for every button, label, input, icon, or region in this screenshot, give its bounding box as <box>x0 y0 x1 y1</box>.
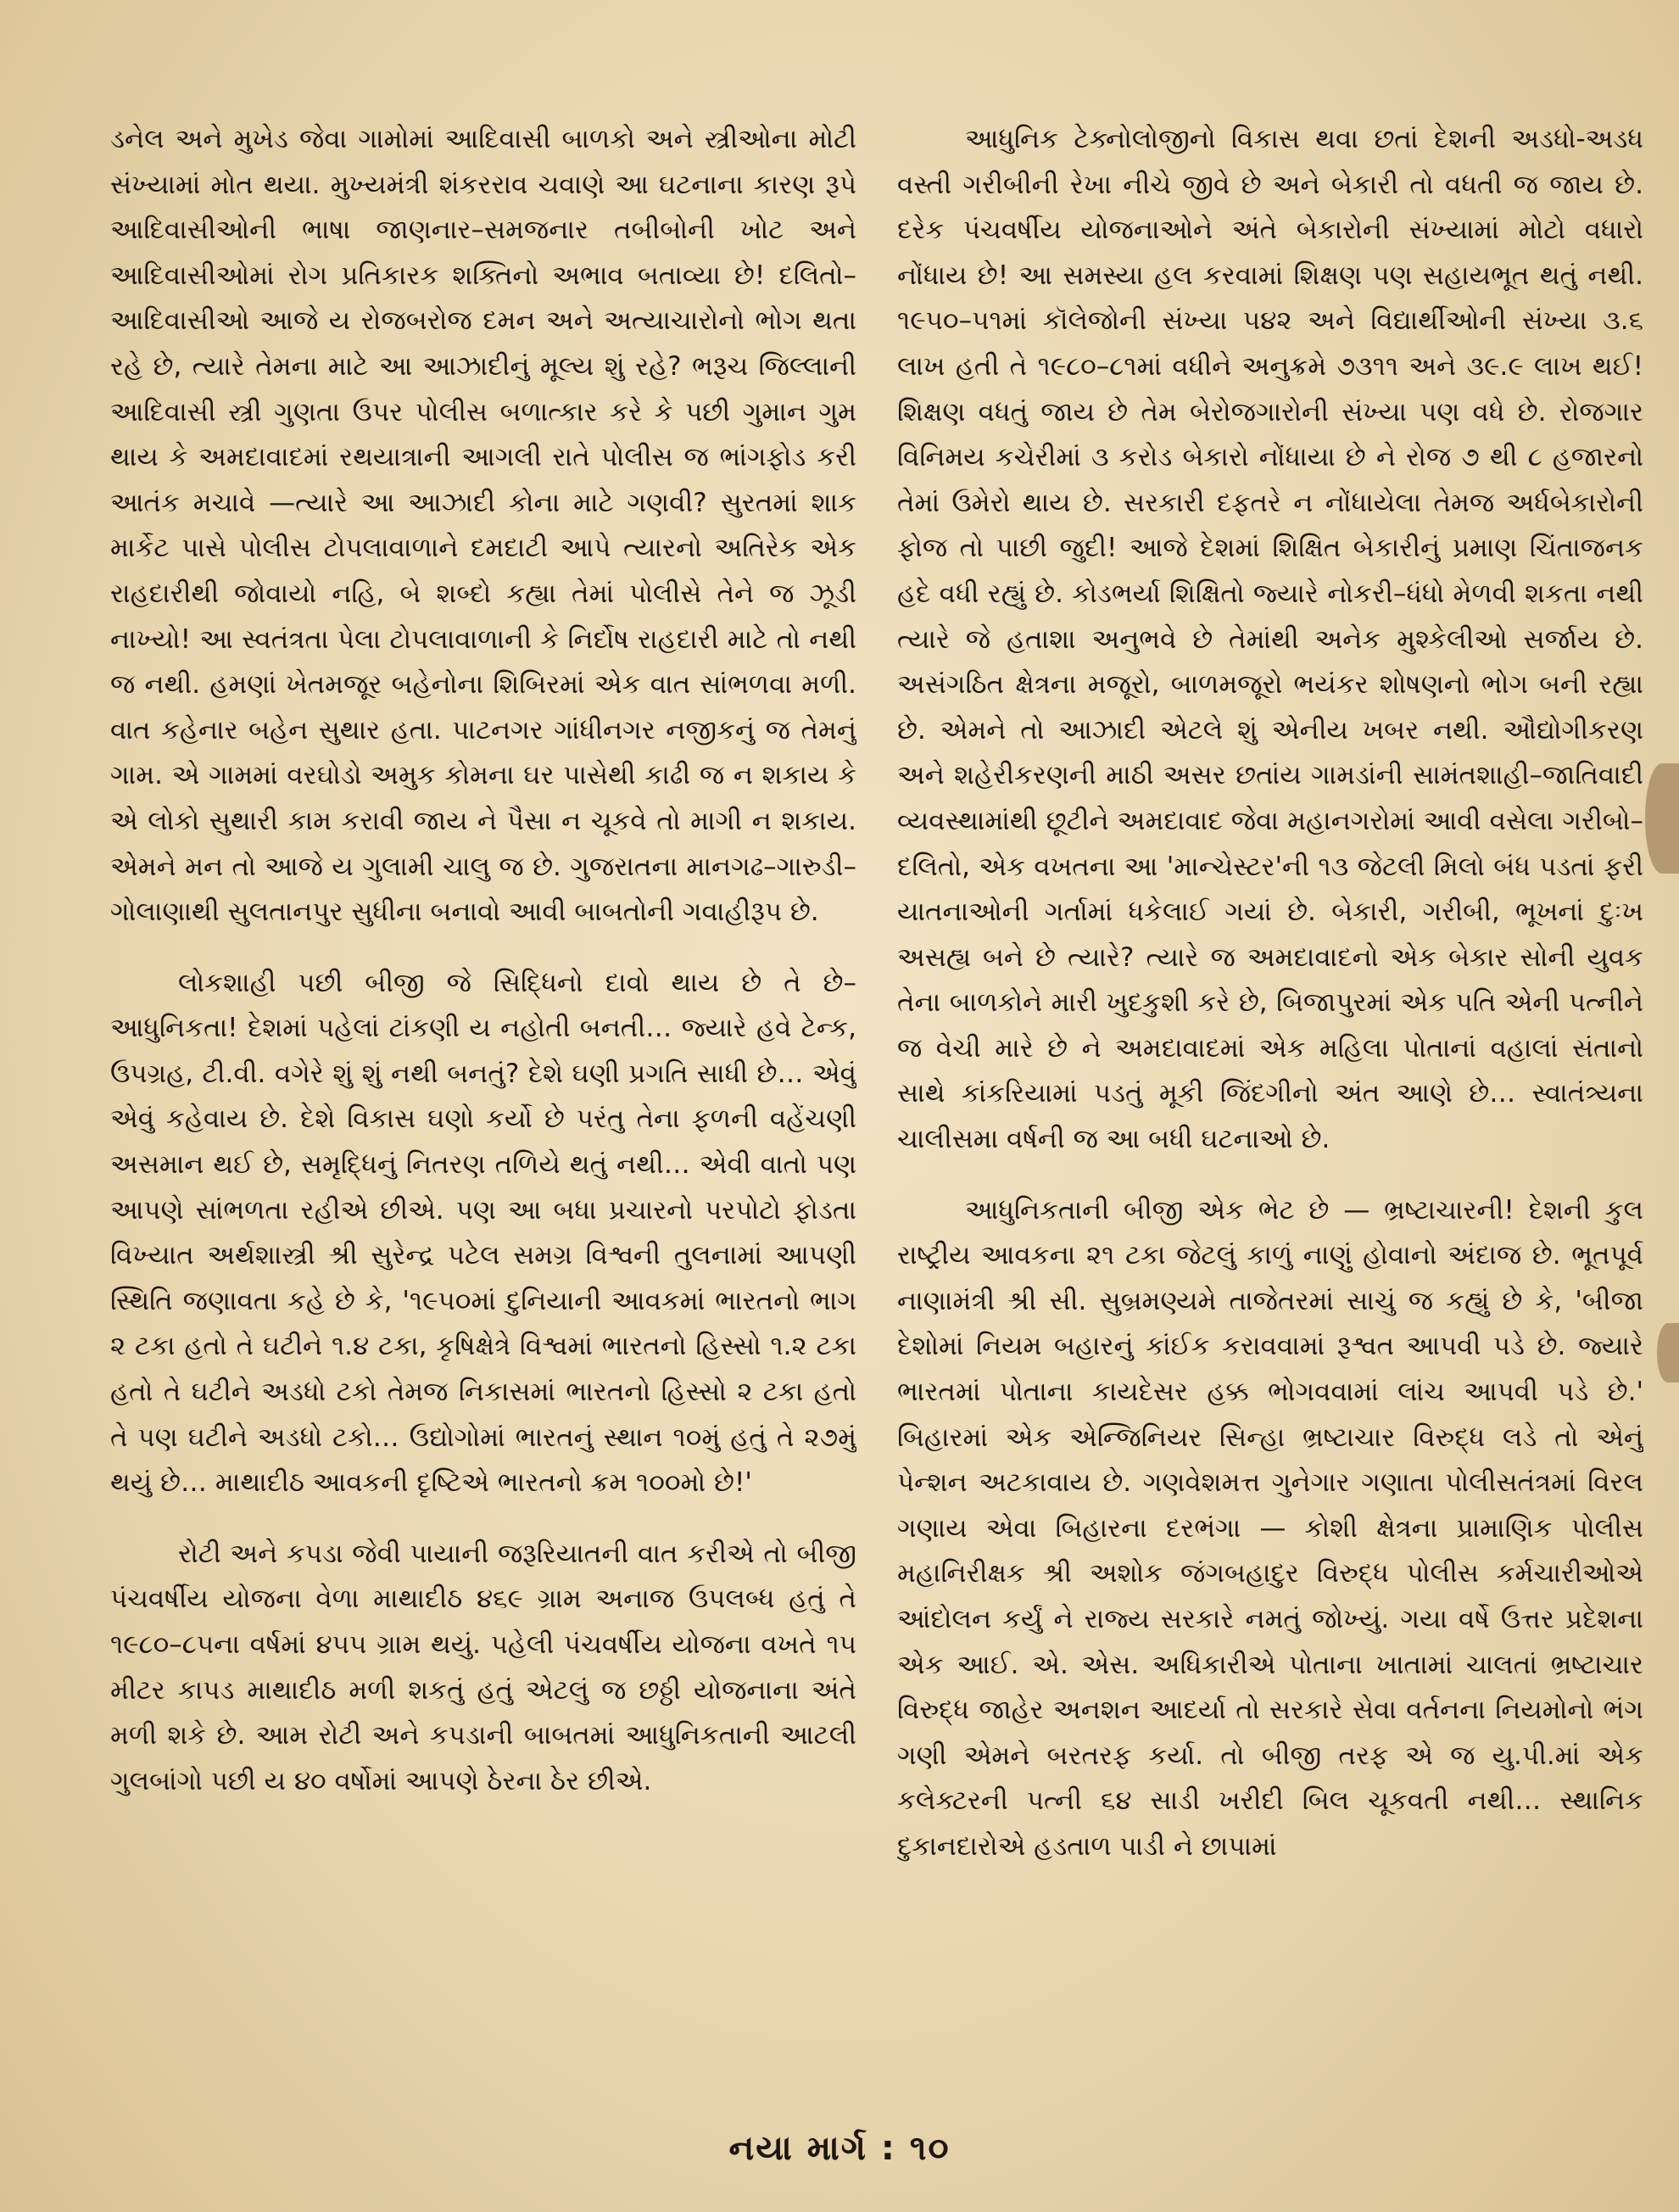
left-paragraph-3: રોટી અને કપડા જેવી પાયાની જરૂરિયાતની વાત કરીએ તો બીજી પંચવર્ષીય યોજના વેળા માથાદીઠ ૪૬૯ ગ્રામ અનાજ ઉપલબ્ધ હતું તે ૧૯૮૦–૮૫ના વર્ષમાં ૪૫૫ ગ્રામ થયું. પહેલી પંચવર્ષીય યોજના વખતે ૧૫ મીટર કાપડ માથાદીઠ મળી શકતું હતું એટલું જ છઠ્ઠી યોજનાના અંતે મળી શકે છે. આમ રોટી અને કપડાની બાબતમાં આધુનિકતાની આટલી ગુલબાંગો પછી ય ૪૦ વર્ષોમાં આપણે ઠેરના ઠેર છીએ. <box>110 1538 856 1796</box>
right-column <box>897 117 1643 2059</box>
right-paragraph-2: આધુનિકતાની બીજી એક ભેટ છે — ભ્રષ્ટાચારની! દેશની કુલ રાષ્ટ્રીય આવકના ૨૧ ટકા જેટલું કાળું નાણું હોવાનો અંદાજ છે. ભૂતપૂર્વ નાણામંત્રી શ્રી સી. સુબ્રમણ્યમે તાજેતરમાં સાચું જ કહ્યું છે કે, 'બીજા દેશોમાં નિયમ બહારનું કાંઈક કરાવવામાં રૂશ્વત આપવી પડે છે. જ્યારે ભારતમાં પોતાના કાયદેસર હક્ક ભોગવવામાં લાંચ આપવી પડે છે.' બિહારમાં એક એન્જિનિયર સિન્હા ભ્રષ્ટાચાર વિરુદ્ધ લડે તો એનું પેન્શન અટકાવાય છે. ગણવેશમત્ત ગુનેગાર ગણાતા પોલીસતંત્રમાં વિરલ ગણાય એવા બિહારના દરભંગા — કોશી ક્ષેત્રના પ્રામાણિક પોલીસ મહાનિરીક્ષક શ્રી અશોક જંગબહાદુર વિરુદ્ધ પોલીસ કર્મચારીઓએ આંદોલન કર્યું ને રાજ્ય સરકારે નમતું જોખ્યું. ગયા વર્ષે ઉત્તર પ્રદેશના એક આઈ. એ. એસ. અધિકારીએ પોતાના ખાતામાં ચાલતાં ભ્રષ્ટાચાર વિરુદ્ધ જાહેર અનશન આદર્યા તો સરકારે સેવા વર્તનના નિયમોનો ભંગ ગણી એમને બરતરફ કર્યા. તો બીજી તરફ એ જ યુ.પી.માં એક કલેક્ટરની પત્ની ૬૪ સાડી ખરીદી બિલ ચૂકવતી નથી… સ્થાનિક દુકાનદારોએ હડતાળ પાડી ને છાપામાં <box>897 1194 1643 1862</box>
left-paragraph-1: ડનેલ અને મુખેડ જેવા ગામોમાં આદિવાસી બાળકો અને સ્ત્રીઓના મોટી સંખ્યામાં મોત થયા. મુખ્યમંત્રી શંકરરાવ ચવાણે આ ઘટનાના કારણ રૂપે આદિવાસીઓની ભાષા જાણનાર–સમજનાર તબીબોની ખોટ અને આદિવાસીઓમાં રોગ પ્રતિકારક શક્તિનો અભાવ બતાવ્યા છે! દલિતો–આદિવાસીઓ આજે ય રોજબરોજ દમન અને અત્યાચારોનો ભોગ થતા રહે છે, ત્યારે તેમના માટે આ આઝાદીનું મૂલ્ય શું રહે? ભરૂચ જિલ્લાની આદિવાસી સ્ત્રી ગુણતા ઉપર પોલીસ બળાત્કાર કરે કે પછી ગુમાન ગુમ થાય કે અમદાવાદમાં રથયાત્રાની આગલી રાતે પોલીસ જ ભાંગફોડ કરી આતંક મચાવે —ત્યારે આ આઝાદી કોના માટે ગણવી? સુરતમાં શાક માર્કેટ પાસે પોલીસ ટોપલાવાળાને દમદાટી આપે ત્યારનો અતિરેક એક રાહદારીથી જોવાયો નહિ, બે શબ્દો કહ્યા તેમાં પોલીસે તેને જ ઝૂડી નાખ્યો! આ સ્વતંત્રતા પેલા ટોપલાવાળાની કે નિર્દોષ રાહદારી માટે તો નથી જ નથી. હમણાં ખેતમજૂર બહેનોના શિબિરમાં એક વાત સાંભળવા મળી. વાત કહેનાર બહેન સુથાર હતા. પાટનગર ગાંધીનગર નજીકનું જ તેમનું ગામ. એ ગામમાં વરઘોડો અમુક કોમના ઘર પાસેથી કાઢી જ ન શકાય કે એ લોકો સુથારી કામ કરાવી જાય ને પૈસા ન ચૂકવે તો માગી ન શકાય. એમને મન તો આજે ય ગુલામી ચાલુ જ છે. ગુજરાતના માનગઢ–ગારુડી–ગોલાણાથી સુલતાનપુર સુધીના બનાવો આવી બાબતોની ગવાહીરૂપ છે. <box>110 124 856 928</box>
paper-tear-mark <box>1645 763 1679 874</box>
page-footer: નયા માર્ગ : ૧૦ <box>728 2129 951 2168</box>
left-paragraph-2: લોકશાહી પછી બીજી જે સિદ્ધિનો દાવો થાય છે તે છે– આધુનિકતા! દેશમાં પહેલાં ટાંકણી ય નહોતી બનતી… જ્યારે હવે ટેન્ક, ઉપગ્રહ, ટી.વી. વગેરે શું શું નથી બનતું? દેશે ઘણી પ્રગતિ સાધી છે… એવું એવું કહેવાય છે. દેશે વિકાસ ઘણો કર્યો છે પરંતુ તેના ફળની વહેંચણી અસમાન થઈ છે, સમૃદ્ધિનું નિતરણ તળિયે થતું નથી… એવી વાતો પણ આપણે સાંભળતા રહીએ છીએ. પણ આ બધા પ્રચારનો પરપોટો ફોડતા વિખ્યાત અર્થશાસ્ત્રી શ્રી સુરેન્દ્ર પટેલ સમગ્ર વિશ્વની તુલનામાં આપણી સ્થિતિ જણાવતા કહે છે કે, '૧૯૫૦માં દુનિયાની આવકમાં ભારતનો ભાગ ૨ ટકા હતો તે ઘટીને ૧.૪ ટકા, કૃષિક્ષેત્રે વિશ્વમાં ભારતનો હિસ્સો ૧.૨ ટકા હતો તે ઘટીને અડધો ટકો તેમજ નિકાસમાં ભારતનો હિસ્સો ૨ ટકા હતો તે પણ ઘટીને અડધો ટકો… ઉદ્યોગોમાં ભારતનું સ્થાન ૧૦મું હતું તે ૨૭મું થયું છે… માથાદીઠ આવકની દૃષ્ટિએ ભારતનો ક્રમ ૧૦૦મો છે!' <box>110 967 856 1499</box>
left-column <box>110 117 856 2059</box>
right-paragraph-1: આધુનિક ટેક્નોલોજીનો વિકાસ થવા છતાં દેશની અડધો-અડધ વસ્તી ગરીબીની રેખા નીચે જીવે છે અને બેકારી તો વધતી જ જાય છે. દરેક પંચવર્ષીય યોજનાઓને અંતે બેકારોની સંખ્યામાં મોટો વધારો નોંધાય છે! આ સમસ્યા હલ કરવામાં શિક્ષણ પણ સહાયભૂત થતું નથી. ૧૯૫૦–૫૧માં કૉલેજોની સંખ્યા ૫૪૨ અને વિદ્યાર્થીઓની સંખ્યા ૩.૬ લાખ હતી તે ૧૯૮૦–૮૧માં વધીને અનુક્રમે ૭૩૧૧ અને ૩૯.૯ લાખ થઈ! શિક્ષણ વધતું જાય છે તેમ બેરોજગારોની સંખ્યા પણ વધે છે. રોજગાર વિનિમય કચેરીમાં ૩ કરોડ બેકારો નોંધાયા છે ને રોજ ૭ થી ૮ હજારનો તેમાં ઉમેરો થાય છે. સરકારી દફતરે ન નોંધાયેલા તેમજ અર્ધબેકારોની ફોજ તો પાછી જુદી! આજે દેશમાં શિક્ષિત બેકારીનું પ્રમાણ ચિંતાજનક હદે વધી રહ્યું છે. કોડભર્યા શિક્ષિતો જ્યારે નોકરી–ધંધો મેળવી શકતા નથી ત્યારે જે હતાશા અનુભવે છે તેમાંથી અનેક મુશ્કેલીઓ સર્જાય છે. અસંગઠિત ક્ષેત્રના મજૂરો, બાળમજૂરો ભયંકર શોષણનો ભોગ બની રહ્યા છે. એમને તો આઝાદી એટલે શું એનીય ખબર નથી. ઔદ્યોગીકરણ અને શહેરીકરણની માઠી અસર છતાંય ગામડાંની સામંતશાહી–જાતિવાદી વ્યવસ્થામાંથી છૂટીને અમદાવાદ જેવા મહાનગરોમાં આવી વસેલા ગરીબો–દલિતો, એક વખતના આ 'માન્ચેસ્ટર'ની ૧૩ જેટલી મિલો બંધ પડતાં ફરી યાતનાઓની ગર્તામાં ધકેલાઈ ગયાં છે. બેકારી, ગરીબી, ભૂખનાં દુઃખ અસહ્ય બને છે ત્યારે? ત્યારે જ અમદાવાદનો એક બેકાર સોની યુવક તેના બાળકોને મારી ખુદકુશી કરે છે, બિજાપુરમાં એક પતિ એની પત્નીને જ વેચી મારે છે ને અમદાવાદમાં એક મહિલા પોતાનાં વહાલાં સંતાનો સાથે કાંકરિયામાં પડતું મૂકી જિંદગીનો અંત આણે છે… સ્વાતંત્ર્યના ચાલીસમા વર્ષની જ આ બધી ઘટનાઓ છે. <box>897 124 1643 1155</box>
paper-tear-mark-small <box>1657 1323 1679 1382</box>
